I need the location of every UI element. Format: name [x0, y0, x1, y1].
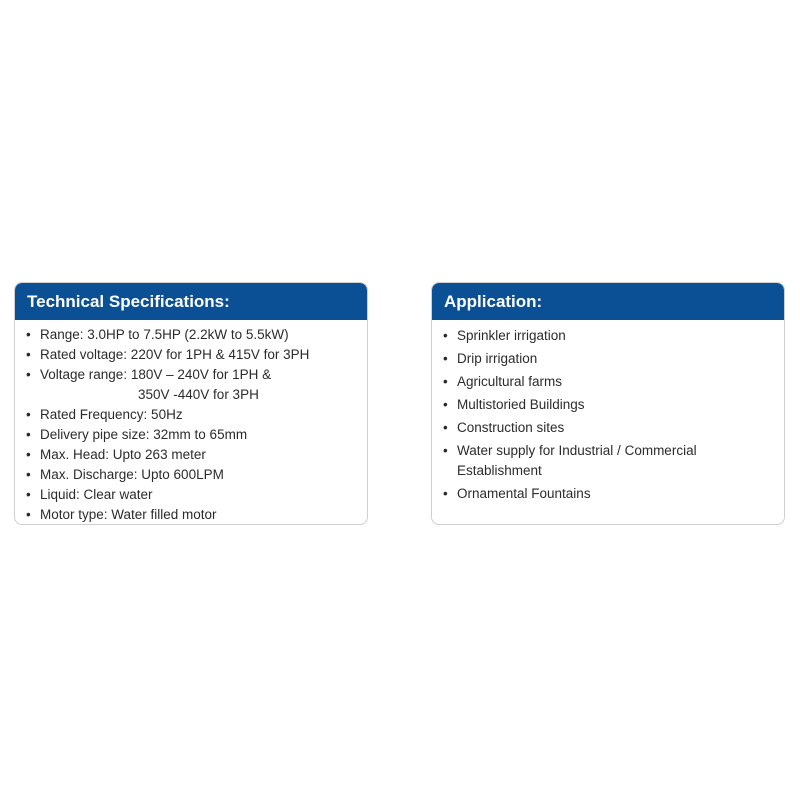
application-water-supply: Water supply for Industrial / Commercial [457, 443, 697, 458]
spec-motor-type: Motor type: Water filled motor [40, 507, 217, 522]
list-item [15, 405, 367, 425]
bullet-icon: • [26, 347, 31, 362]
list-item [432, 418, 784, 438]
spec-range: Range: 3.0HP to 7.5HP (2.2kW to 5.5kW) [40, 327, 289, 342]
list-item [15, 505, 367, 525]
spec-delivery-pipe-size: Delivery pipe size: 32mm to 65mm [40, 427, 248, 442]
bullet-icon: • [26, 467, 31, 482]
bullet-icon: • [443, 443, 448, 458]
application-title: Application: [432, 283, 784, 320]
spec-liquid: Liquid: Clear water [40, 487, 153, 502]
list-item [432, 441, 784, 481]
spec-voltage-range-continuation: 350V -440V for 3PH [138, 387, 259, 402]
spec-max-discharge: Max. Discharge: Upto 600LPM [40, 467, 224, 482]
application-sprinkler-irrigation: Sprinkler irrigation [457, 328, 566, 343]
bullet-icon: • [26, 487, 31, 502]
bullet-icon: • [26, 427, 31, 442]
list-item [15, 485, 367, 505]
bullet-icon: • [26, 507, 31, 522]
bullet-icon: • [443, 486, 448, 501]
application-construction-sites: Construction sites [457, 420, 565, 435]
list-item [15, 445, 367, 465]
spec-rated-frequency: Rated Frequency: 50Hz [40, 407, 183, 422]
application-list [432, 320, 784, 504]
bullet-icon: • [26, 327, 31, 342]
application-ornamental-fountains: Ornamental Fountains [457, 486, 591, 501]
bullet-icon: • [443, 374, 448, 389]
list-item [15, 465, 367, 485]
technical-specifications-card [14, 282, 368, 525]
list-item [432, 484, 784, 504]
application-drip-irrigation: Drip irrigation [457, 351, 538, 366]
list-item [15, 425, 367, 445]
technical-specifications-list [15, 320, 367, 525]
bullet-icon: • [26, 447, 31, 462]
bullet-icon: • [443, 397, 448, 412]
bullet-icon: • [443, 351, 448, 366]
list-item [15, 325, 367, 345]
application-water-supply-continuation: Establishment [457, 463, 542, 478]
list-item [432, 372, 784, 392]
technical-specifications-title: Technical Specifications: [15, 283, 367, 320]
spec-rated-voltage: Rated voltage: 220V for 1PH & 415V for 3PH [40, 347, 310, 362]
list-item [432, 395, 784, 415]
application-card [431, 282, 785, 525]
list-item [432, 349, 784, 369]
list-item [15, 365, 367, 405]
spec-max-head: Max. Head: Upto 263 meter [40, 447, 206, 462]
list-item [432, 326, 784, 346]
application-agricultural-farms: Agricultural farms [457, 374, 563, 389]
list-item [15, 345, 367, 365]
application-multistoried-buildings: Multistoried Buildings [457, 397, 585, 412]
bullet-icon: • [443, 420, 448, 435]
bullet-icon: • [26, 407, 31, 422]
spec-voltage-range: Voltage range: 180V – 240V for 1PH & [40, 367, 272, 382]
bullet-icon: • [443, 328, 448, 343]
bullet-icon: • [26, 367, 31, 382]
